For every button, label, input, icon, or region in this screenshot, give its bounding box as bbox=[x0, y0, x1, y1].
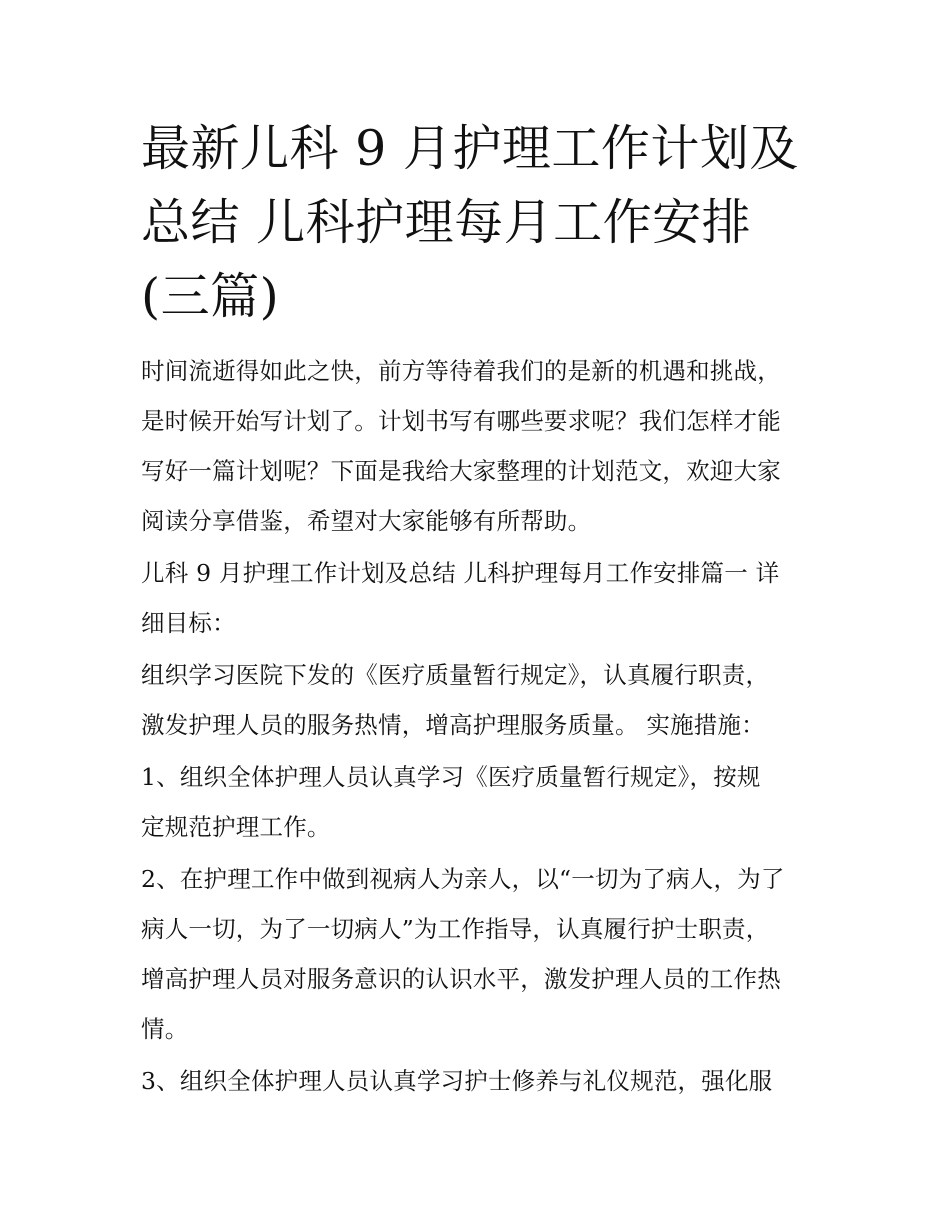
text-line: 细目标： bbox=[141, 609, 236, 637]
text-line: 增高护理人员对服务意识的认识水平，激发护理人员的工作热 bbox=[141, 965, 781, 993]
text-line: 阅读分享借鉴，希望对大家能够有所帮助。 bbox=[141, 507, 592, 535]
document-title bbox=[141, 112, 813, 334]
intro-paragraph bbox=[141, 346, 813, 546]
text-line: 激发护理人员的服务热情，增高护理服务质量。 实施措施： bbox=[141, 711, 765, 739]
goal-paragraph bbox=[141, 650, 813, 750]
text-line: 时间流逝得如此之快，前方等待着我们的是新的机遇和挑战， bbox=[141, 357, 781, 385]
title-line: (三篇) bbox=[141, 268, 280, 325]
document-page bbox=[141, 112, 813, 1106]
section-heading-paragraph bbox=[141, 548, 813, 648]
measure-item-2 bbox=[141, 854, 813, 1054]
text-line: 是时候开始写计划了。计划书写有哪些要求呢？我们怎样才能 bbox=[141, 407, 781, 435]
text-line: 定规范护理工作。 bbox=[141, 813, 331, 841]
title-line: 总结 儿科护理每月工作安排 bbox=[141, 194, 752, 251]
text-line: 1、组织全体护理人员认真学习《医疗质量暂行规定》，按规 bbox=[141, 763, 761, 791]
text-line: 病人一切，为了一切病人”为工作指导，认真履行护士职责， bbox=[141, 915, 770, 943]
text-line: 儿科 9 月护理工作计划及总结 儿科护理每月工作安排篇一 详 bbox=[141, 559, 780, 587]
text-line: 组织学习医院下发的《医疗质量暂行规定》，认真履行职责， bbox=[141, 661, 770, 689]
text-line: 2、在护理工作中做到视病人为亲人，以“一切为了病人，为了 bbox=[141, 865, 785, 893]
measure-item-3 bbox=[141, 1056, 813, 1106]
text-line: 写好一篇计划呢？下面是我给大家整理的计划范文，欢迎大家 bbox=[141, 457, 781, 485]
title-line: 最新儿科 9 月护理工作计划及 bbox=[141, 120, 799, 177]
measure-item-1 bbox=[141, 752, 813, 852]
text-line: 3、组织全体护理人员认真学习护士修养与礼仪规范，强化服 bbox=[141, 1067, 773, 1095]
text-line: 情。 bbox=[141, 1015, 189, 1043]
